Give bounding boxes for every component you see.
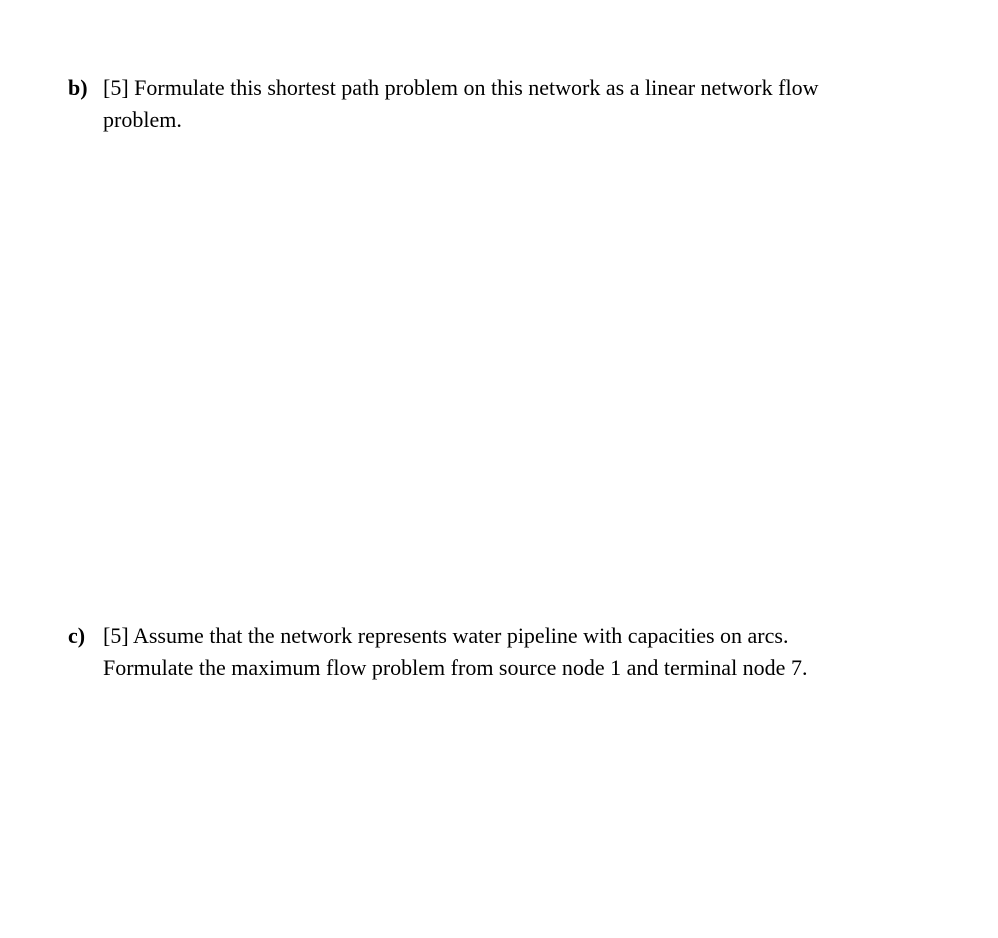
question-b-row xyxy=(68,72,948,136)
question-c-row xyxy=(68,620,948,684)
question-c-line-2: Formulate the maximum flow problem from source node 1 and terminal node 7. xyxy=(103,655,808,680)
question-c-line-1: [5] Assume that the network represents water pipeline with capacities on arcs. xyxy=(103,623,789,648)
question-b-label: b) xyxy=(68,75,88,100)
question-b-text xyxy=(103,72,948,136)
question-c-label: c) xyxy=(68,623,86,648)
question-b xyxy=(68,72,948,136)
question-c-text xyxy=(103,620,948,684)
question-b-line-2: problem. xyxy=(103,107,182,132)
question-b-line-1: [5] Formulate this shortest path problem on this network as a linear network flow xyxy=(103,75,819,100)
question-c xyxy=(68,620,948,684)
